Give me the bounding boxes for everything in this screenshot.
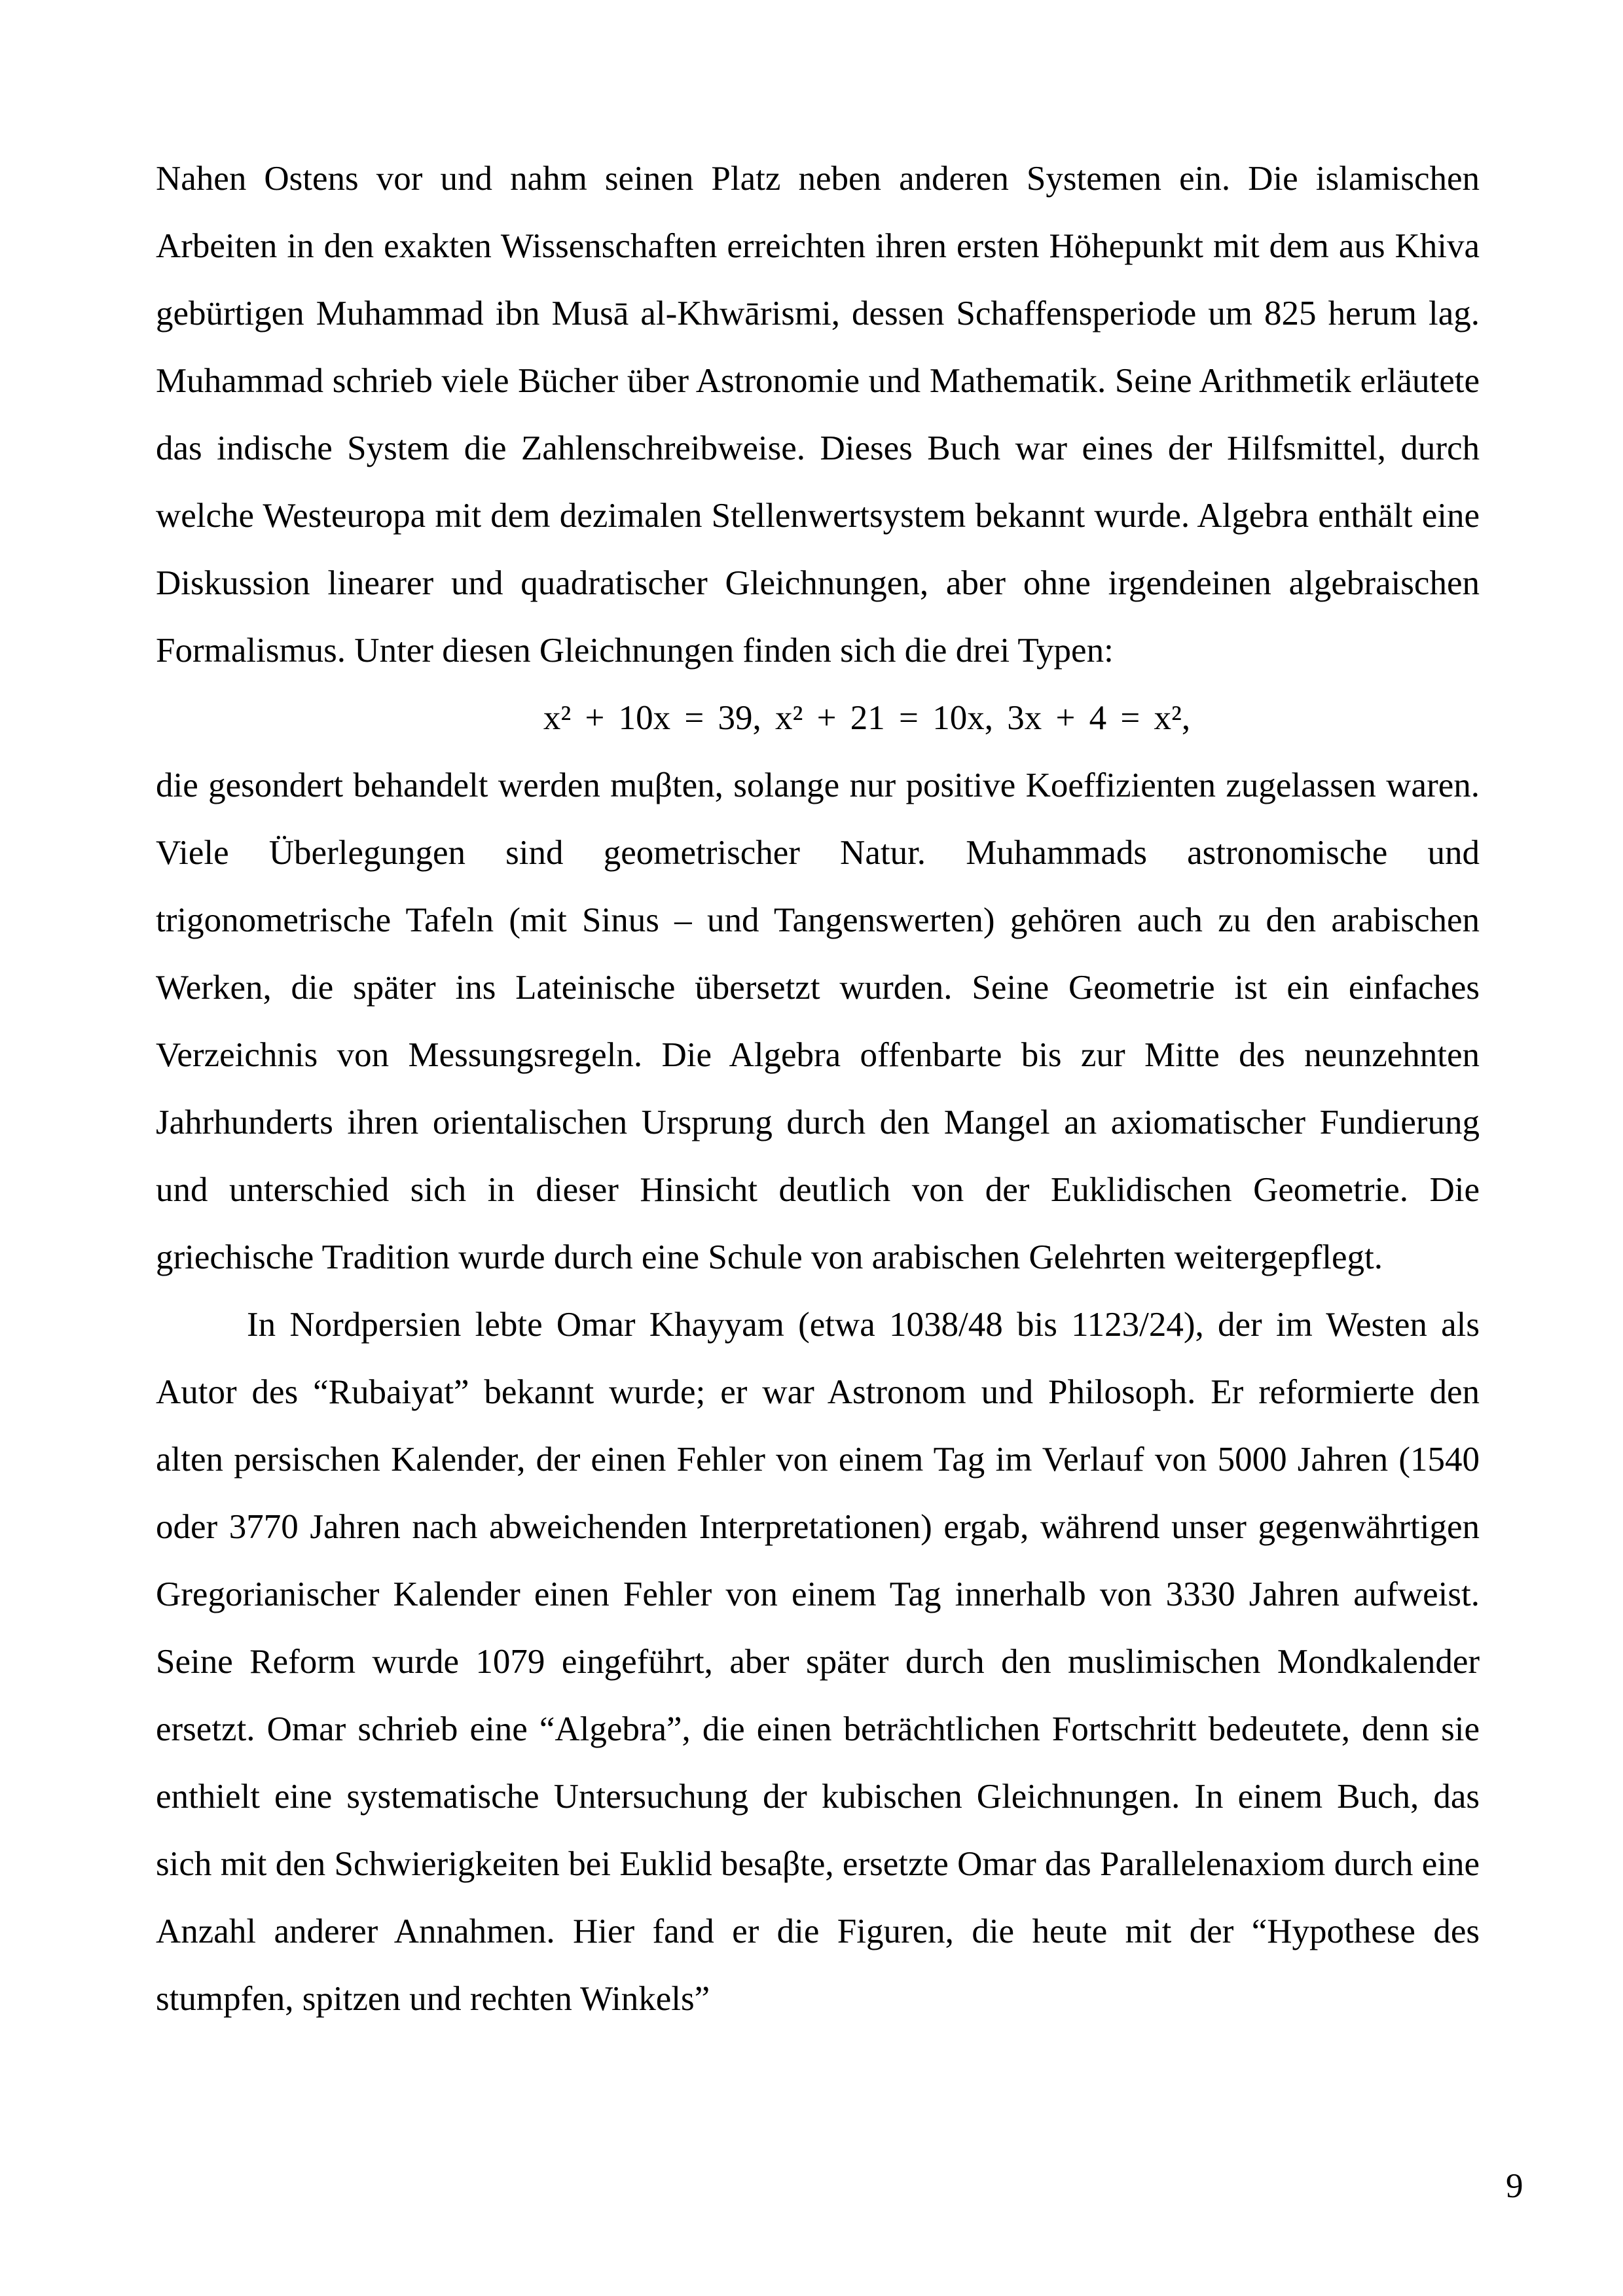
- paragraph-1: Nahen Ostens vor und nahm seinen Platz neben anderen Systemen ein. Die islamischen Arbeiten in den exakten Wissenschaften erreichten ihren ersten Höhepunkt mit dem aus Khiva gebürtigen Muhammad ibn Musā al-Khwārismi, dessen Schaffensperiode um 825 herum lag. Muhammad schrieb viele Bücher über Astronomie und Mathematik. Seine Arithmetik erläutete das indische System die Zahlenschreibweise. Dieses Buch war eines der Hilfsmittel, durch welche Westeuropa mit dem dezimalen Stellenwertsystem bekannt wurde. Algebra enthält eine Diskussion linearer und quadratischer Gleichnungen, aber ohne irgendeinen algebraischen Formalismus. Unter diesen Gleichnungen finden sich die drei Typen:: [156, 160, 1480, 670]
- formula-line: x² + 10x = 39, x² + 21 = 10x, 3x + 4 = x²,: [543, 699, 1191, 737]
- paragraph-2: die gesondert behandelt werden muβten, solange nur positive Koeffizienten zugelassen waren. Viele Überlegungen sind geometrischer Natur. Muhammads astronomische und trigonometrische Tafeln (mit Sinus – und Tangenswerten) gehören auch zu den arabischen Werken, die später ins Lateinische übersetzt wurden. Seine Geometrie ist ein einfaches Verzeichnis von Messungsregeln. Die Algebra offenbarte bis zur Mitte des neunzehnten Jahrhunderts ihren orientalischen Ursprung durch den Mangel an axiomatischer Fundierung und unterschied sich in dieser Hinsicht deutlich von der Euklidischen Geometrie. Die griechische Tradition wurde durch eine Schule von arabischen Gelehrten weitergepflegt.: [156, 766, 1480, 1276]
- paragraph-3: In Nordpersien lebte Omar Khayyam (etwa 1038/48 bis 1123/24), der im Westen als Autor des “Rubaiyat” bekannt wurde; er war Astronom und Philosoph. Er reformierte den alten persischen Kalender, der einen Fehler von einem Tag im Verlauf von 5000 Jahren (1540 oder 3770 Jahren nach abweichenden Interpretationen) ergab, während unser gegenwährtigen Gregorianischer Kalender einen Fehler von einem Tag innerhalb von 3330 Jahren aufweist. Seine Reform wurde 1079 eingeführt, aber später durch den muslimischen Mondkalender ersetzt. Omar schrieb eine “Algebra”, die einen beträchtlichen Fortschritt bedeutete, denn sie enthielt eine systematische Untersuchung der kubischen Gleichnungen. In einem Buch, das sich mit den Schwierigkeiten bei Euklid besaβte, ersetzte Omar das Parallelenaxiom durch eine Anzahl anderer Annahmen. Hier fand er die Figuren, die heute mit der “Hypothese des stumpfen, spitzen und rechten Winkels”: [156, 1306, 1480, 2018]
- page-number: 9: [1506, 2167, 1523, 2205]
- page-body: [156, 145, 1480, 2033]
